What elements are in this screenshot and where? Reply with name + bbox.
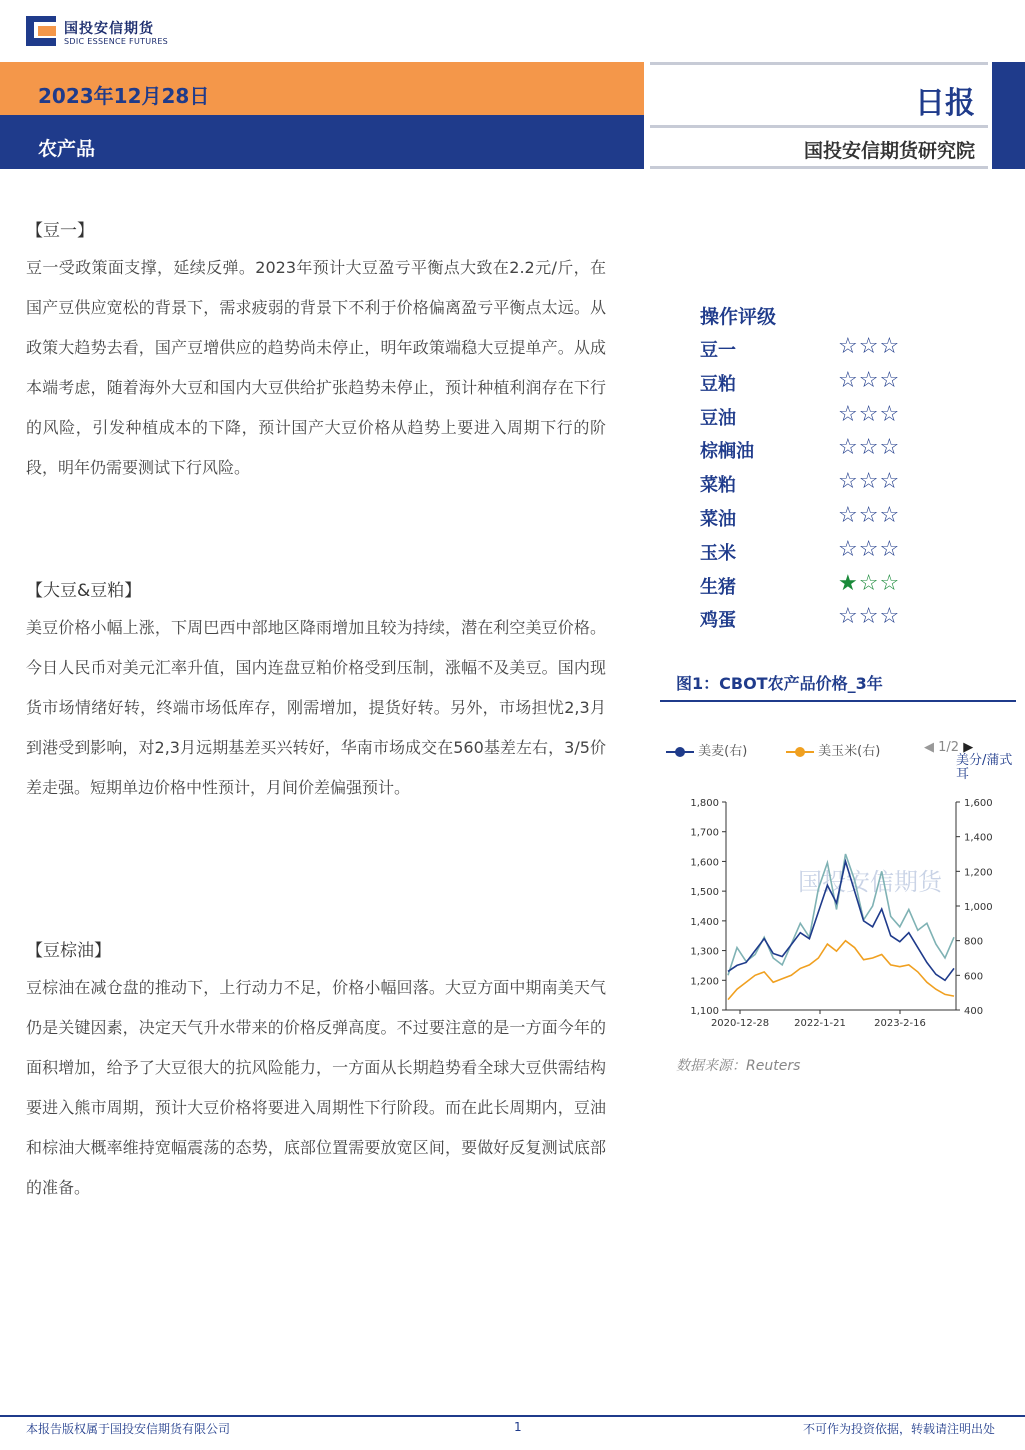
- y-right-tick-label: 1,600: [964, 798, 993, 809]
- figure-title: 图1：CBOT农产品价格_3年: [676, 674, 883, 693]
- y-right-tick-label: 1,200: [964, 867, 993, 879]
- y-left-tick-label: 1,100: [690, 1006, 719, 1017]
- rating-item-name: 玉米: [700, 542, 736, 564]
- y-right-tick-label: 1,000: [964, 902, 993, 913]
- x-tick-label: 2020-12-28: [710, 1018, 770, 1029]
- report-category: 农产品: [38, 138, 96, 160]
- rating-row: [700, 401, 910, 434]
- legend-corn[interactable]: [786, 740, 880, 759]
- logo-english-name: SDIC ESSENCE FUTURES: [64, 37, 169, 46]
- footer-disclaimer: 不可作为投资依据，转载请注明出处: [802, 1422, 995, 1436]
- legend-wheat[interactable]: [666, 740, 747, 759]
- legend-next-icon[interactable]: ▶: [963, 740, 974, 755]
- footer-page-number: 1: [514, 1420, 522, 1434]
- y-right-tick-label: 1,400: [964, 832, 993, 844]
- rating-stars-icon: ★☆☆: [838, 570, 901, 596]
- y-left-tick-label: 1,800: [690, 798, 719, 809]
- y-left-tick-label: 1,700: [690, 827, 719, 839]
- rating-stars-icon: ☆☆☆: [838, 401, 901, 427]
- y-right-tick-label: 400: [964, 1006, 984, 1017]
- footer-rule: [0, 1415, 1025, 1417]
- rating-stars-icon: ☆☆☆: [838, 334, 901, 359]
- legend-corn-marker-icon: [786, 746, 814, 758]
- rating-item-name: 鸡蛋: [700, 610, 736, 632]
- footer-copyright: 本报告版权属于国投安信期货有限公司: [26, 1422, 231, 1436]
- y-left-tick-label: 1,200: [690, 976, 719, 988]
- legend-page-indicator: 1/2: [938, 740, 960, 755]
- rating-item-name: 豆粕: [700, 373, 736, 395]
- rating-stars-icon: ☆☆☆: [838, 604, 901, 630]
- rating-row: [700, 570, 910, 603]
- rating-row: [700, 367, 910, 400]
- company-logo-icon: [26, 16, 56, 46]
- section-text-soybean-no1: 豆一受政策面支撑，延续反弹。2023年预计大豆盈亏平衡点大致在2.2元/斤，在国产豆供应宽松的背景下，需求疲弱的背景下不利于价格偏离盈亏平衡点太远。从政策大趋势去看，国产豆增供应的趋势尚未停止，明年政策端稳大豆提单产。从成本端考虑，随着海外大豆和国内大豆供给扩张趋势未停止，预计种植利润存在下行的风险，引发种植成本的下降，预计国产大豆价格从趋势上要进入周期下行的阶段，明年仍需要测试下行风险。: [26, 258, 606, 477]
- header-divider-bottom: [650, 166, 988, 169]
- rating-item-name: 菜油: [700, 509, 736, 530]
- y-left-tick-label: 1,300: [690, 946, 719, 958]
- section-title-soybean-no1: 【豆一】: [26, 221, 94, 241]
- rating-item-name: 菜粕: [700, 475, 736, 497]
- header-divider-middle: [650, 125, 988, 128]
- series-line-1: [728, 941, 954, 1000]
- section-title-soybean-meal: 【大豆&豆粕】: [26, 581, 142, 601]
- rating-stars-icon: ☆☆☆: [838, 536, 901, 562]
- x-tick-label: 2022-1-21: [794, 1018, 846, 1029]
- rating-item-name: 豆油: [700, 407, 736, 429]
- rating-row: [700, 336, 910, 366]
- y-left-tick-label: 1,400: [690, 916, 719, 928]
- institute-name: 国投安信期货研究院: [803, 140, 975, 162]
- x-tick-label: 2023-2-16: [874, 1018, 926, 1029]
- report-date: 2023年12月28日: [38, 84, 210, 108]
- y-right-tick-label: 800: [964, 936, 984, 948]
- legend-corn-label: 美玉米(右): [818, 744, 881, 759]
- report-type: 日报: [915, 86, 975, 121]
- header-accent-strip: [992, 62, 1025, 169]
- section-title-oils: 【豆棕油】: [26, 941, 111, 961]
- rating-row: [700, 606, 910, 636]
- rating-item-name: 生猪: [700, 576, 736, 598]
- rating-title: 操作评级: [700, 306, 777, 328]
- figure-title-rule: [660, 700, 1016, 702]
- rating-stars-icon: ☆☆☆: [838, 503, 901, 528]
- cbot-price-chart: [660, 790, 1020, 1040]
- y-left-tick-label: 1,500: [690, 887, 719, 899]
- rating-stars-icon: ☆☆☆: [838, 435, 901, 461]
- category-banner: [0, 115, 644, 169]
- legend-wheat-marker-icon: [666, 746, 694, 758]
- section-text-soybean-meal: 美豆价格小幅上涨，下周巴西中部地区降雨增加且较为持续，潜在利空美豆价格。今日人民币对美元汇率升值，国内连盘豆粕价格受到压制，涨幅不及美豆。国内现货市场情绪好转，终端市场低库存，刚需增加，提货好转。另外，市场担忧2,3月到港受到影响，对2,3月远期基差买兴转好，华南市场成交在560基差左右，3/5价差走强。短期单边价格中性预计，月间价差偏强预计。: [26, 618, 606, 797]
- rating-row: [700, 536, 910, 569]
- y-left-tick-label: 1,600: [690, 857, 719, 869]
- section-text-oils: 豆棕油在减仓盘的推动下，上行动力不足，价格小幅回落。大豆方面中期南美天气仍是关键因素，决定天气升水带来的价格反弹高度。不过要注意的是一方面今年的面积增加，给予了大豆很大的抗风险能力，一方面从长期趋势看全球大豆供需结构要进入熊市周期，预计大豆价格将要进入周期性下行阶段。而在此长周期内，豆油和棕油大概率维持宽幅震荡的态势，底部位置需要放宽区间，要做好反复测试底部的准备。: [26, 978, 606, 1197]
- legend-prev-icon[interactable]: ◀: [924, 740, 934, 755]
- rating-item-name: 棕榈油: [700, 441, 754, 463]
- rating-row: [700, 505, 910, 535]
- rating-row: [700, 471, 910, 501]
- rating-stars-icon: ☆☆☆: [838, 469, 901, 495]
- data-source: 数据来源：Reuters: [676, 1058, 801, 1074]
- rating-row: [700, 437, 910, 467]
- header-divider-top: [650, 62, 988, 65]
- y-right-tick-label: 600: [964, 971, 984, 983]
- chart-watermark: 国投安信期货: [798, 869, 942, 896]
- legend-wheat-label: 美麦(右): [698, 744, 748, 759]
- logo-chinese-name: 国投安信期货: [64, 21, 154, 37]
- rating-item-name: 豆一: [700, 340, 736, 361]
- rating-stars-icon: ☆☆☆: [838, 367, 901, 393]
- right-axis-unit: 美分/蒲式耳: [956, 753, 1013, 782]
